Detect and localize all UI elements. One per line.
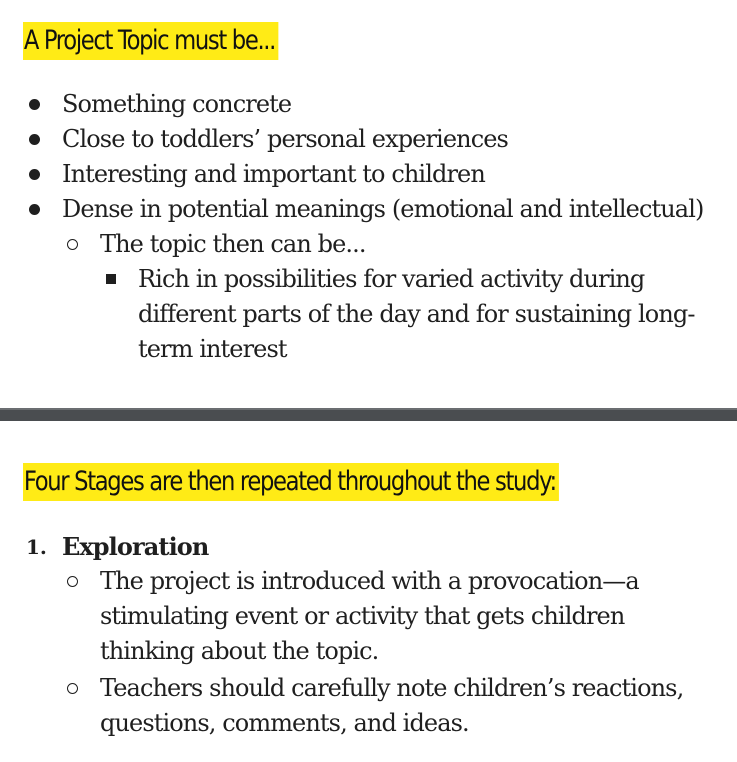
bullet-item: Close to toddlers’ personal experiences xyxy=(62,125,508,153)
bullet-circle-icon xyxy=(67,576,78,587)
stage-sub-item-line: questions, comments, and ideas. xyxy=(100,709,469,737)
stage-sub-item-line: The project is introduced with a provocation—a xyxy=(100,567,639,595)
stage-sub-item-line: stimulating event or activity that gets children xyxy=(100,602,625,630)
bullet-square-icon xyxy=(106,274,116,284)
section-divider xyxy=(0,408,737,421)
bullet-dot-icon xyxy=(29,169,40,180)
sub-sub-bullet-line: Rich in possibilities for varied activity during xyxy=(138,265,645,293)
stage-number: 1. xyxy=(26,535,47,559)
sub-bullet-item: The topic then can be... xyxy=(100,230,366,258)
stage-title: Exploration xyxy=(62,532,209,561)
heading-four-stages: Four Stages are then repeated throughout the study: xyxy=(23,463,559,501)
stage-sub-item-line: Teachers should carefully note children’s reactions, xyxy=(100,674,684,702)
bullet-item: Interesting and important to children xyxy=(62,160,485,188)
bullet-dot-icon xyxy=(29,134,40,145)
bullet-item: Something concrete xyxy=(62,90,292,118)
sub-sub-bullet-line: term interest xyxy=(138,335,287,363)
stage-sub-item-line: thinking about the topic. xyxy=(100,637,379,665)
sub-sub-bullet-line: different parts of the day and for sustaining long- xyxy=(138,300,695,328)
bullet-dot-icon xyxy=(29,204,40,215)
bullet-dot-icon xyxy=(29,99,40,110)
bullet-circle-icon xyxy=(67,239,78,250)
bullet-item: Dense in potential meanings (emotional and intellectual) xyxy=(62,195,704,223)
bullet-circle-icon xyxy=(67,683,78,694)
heading-project-topic: A Project Topic must be... xyxy=(23,22,278,60)
